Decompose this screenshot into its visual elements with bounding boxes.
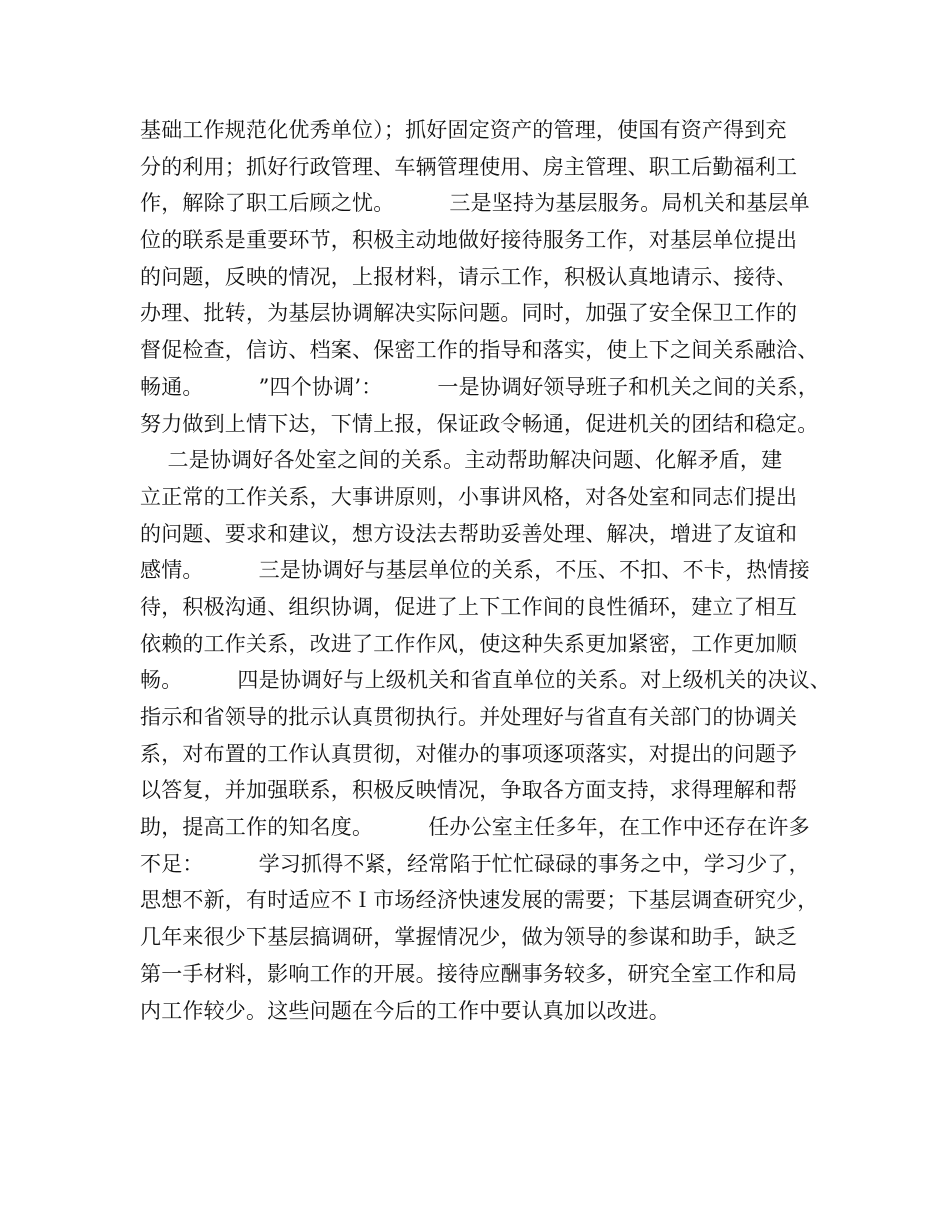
text-line: 不足： 学习抓得不紧，经常陷于忙忙碌碌的事务之中，学习少了， [140, 851, 810, 876]
text-line: 思想不新，有时适应不Ｉ市场经济快速发展的需要；下基层调查研究少， [140, 888, 819, 913]
text-line: 努力做到上情下达，下情上报，保证政令畅通，促进机关的团结和稳定。 [140, 411, 819, 436]
text-line: 感情。 三是协调好与基层单位的关系，不压、不扣、不卡，热情接 [140, 558, 810, 583]
text-line: 畅。 四是协调好与上级机关和省直单位的关系。对上级机关的决议、 [140, 668, 831, 693]
text-line: 助，提高工作的知名度。 任办公室主任多年，在工作中还存在许多 [140, 815, 810, 840]
text-line: 指示和省领导的批示认真贯彻执行。并处理好与省直有关部门的协调关 [140, 705, 798, 729]
text-line: 以答复，并加强联系，积极反映情况，争取各方面支持，求得理解和帮 [140, 778, 798, 803]
text-line: 分的利用；抓好行政管理、车辆管理使用、房主管理、职工后勤福利工 [140, 154, 798, 179]
text-line: 系，对布置的工作认真贯彻，对催办的事项逐项落实，对提出的问题予 [140, 741, 798, 766]
text-line: 第一手材料，影响工作的开展。接待应酬事务较多，研究全室工作和局 [140, 961, 798, 986]
text-line: 内工作较少。这些问题在今后的工作中要认真加以改进。 [140, 998, 670, 1023]
text-line: 办理、批转，为基层协调解决实际问题。同时，加强了安全保卫工作的 [140, 301, 798, 326]
text-line: 位的联系是重要环节，积极主动地做好接待服务工作，对基层单位提出 [140, 228, 798, 253]
text-line: 督促检查，信访、档案、保密工作的指导和落实，使上下之间关系融洽、 [140, 338, 819, 363]
text-line: 畅通。 ”四个协调’： 一是协调好领导班子和机关之间的关系， [140, 374, 820, 399]
body-text [140, 112, 830, 1029]
text-line: 依赖的工作关系，改进了工作作风，使这种失系更加紧密，工作更加顺 [140, 631, 798, 656]
text-line: 几年来很少下基层搞调研，掌握情况少，做为领导的参谋和助手，缺乏 [140, 925, 798, 950]
text-line: 的问题，反映的情况，上报材料，请示工作，积极认真地请示、接待、 [140, 264, 798, 289]
text-line: 基础工作规范化优秀单位）；抓好固定资产的管理，使国有资产得到充 [140, 118, 787, 142]
text-line: 的问题、要求和建议，想方设法去帮助妥善处理、解决，增进了友谊和 [140, 521, 798, 546]
text-line: 待，积极沟通、组织协调，促进了上下工作间的良性循环，建立了相互 [140, 594, 798, 619]
text-line: 作，解除了职工后顾之忧。 三是坚持为基层服务。局机关和基层单 [140, 191, 810, 216]
text-line: 立正常的工作关系，大事讲原则，小事讲风格，对各处室和同志们提出 [140, 484, 798, 509]
text-line: 二是协调好各处室之间的关系。主动帮助解决问题、化解矛盾，建 [140, 448, 783, 473]
